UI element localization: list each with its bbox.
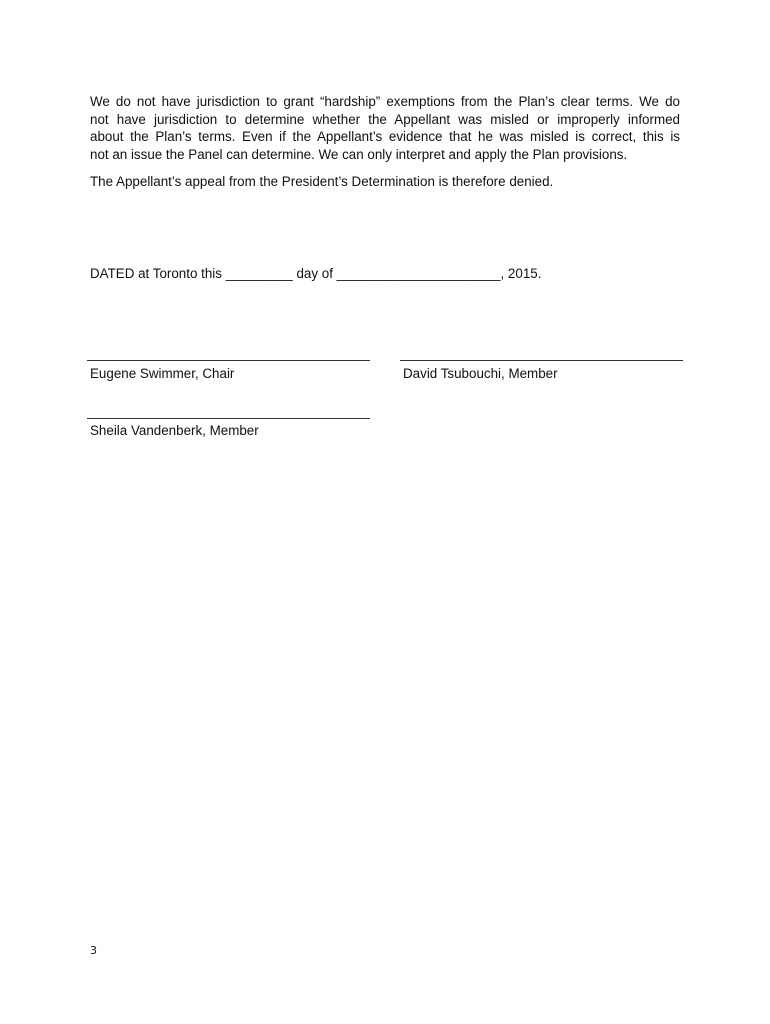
paragraph-line: We do not have jurisdiction to grant “hardship” exemptions from the Plan’s clear terms. We do xyxy=(90,94,680,109)
signatory-name-member-1: David Tsubouchi, Member xyxy=(403,366,558,381)
paragraph-line: not an issue the Panel can determine. We can only interpret and apply the Plan provisions. xyxy=(90,146,628,162)
signature-line-chair xyxy=(87,360,370,361)
signatory-name-member-2: Sheila Vandenberk, Member xyxy=(90,423,259,438)
paragraph-line: about the Plan’s terms. Even if the Appellant’s evidence that he was misled is correct, this is xyxy=(90,129,680,144)
decision-paragraph xyxy=(90,93,680,163)
paragraph-line: not have jurisdiction to determine whether the Appellant was misled or improperly informed xyxy=(90,111,680,127)
signature-line-member-1 xyxy=(400,360,683,361)
page-number: 3 xyxy=(90,944,97,957)
signature-line-member-2 xyxy=(87,418,370,419)
conclusion-paragraph: The Appellant’s appeal from the President’s Determination is therefore denied. xyxy=(90,174,554,189)
signatory-name-chair: Eugene Swimmer, Chair xyxy=(90,366,235,381)
dated-line: DATED at Toronto this _________ day of ______________________, 2015. xyxy=(90,266,542,281)
